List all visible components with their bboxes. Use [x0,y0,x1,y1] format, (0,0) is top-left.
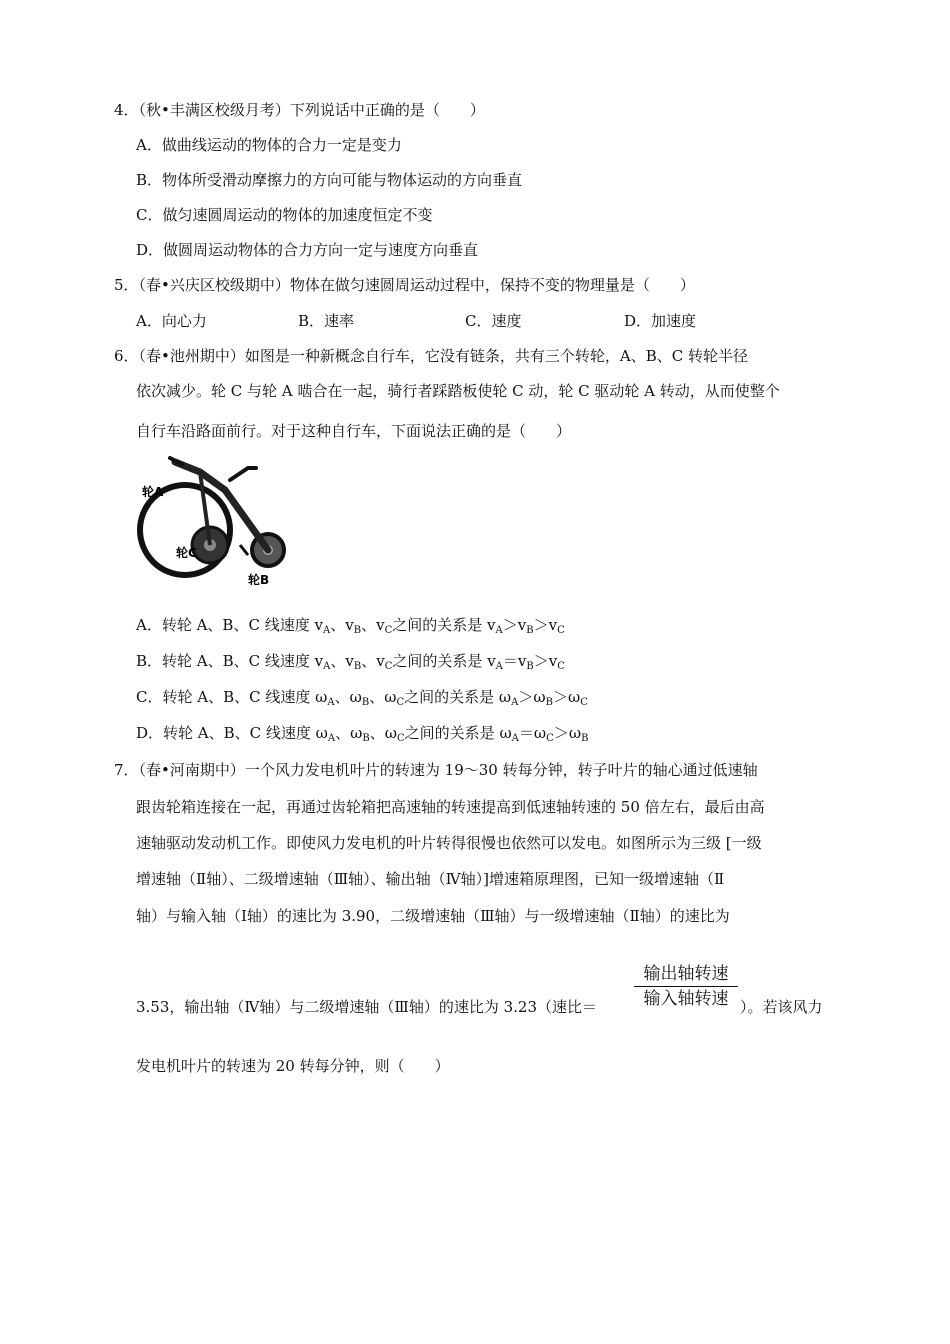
q6-option-d: D．转轮 A、B、C 线速度 $\omega_A$、$\omega_B$、$\omega_C$之间的关系是 $\omega_A=\omega_C>\omega_B$ [136,724,589,744]
q6-option-b: B．转轮 A、B、C 线速度 $v_A$、$v_B$、$v_C$之间的关系是 $v_A=v_B>v_C$ [136,652,565,672]
fraction-bar [634,986,738,987]
q5-option-c: C．速度 [465,312,522,330]
q7-line-4: 增速轴（Ⅱ轴）、二级增速轴（Ⅲ轴）、输出轴（Ⅳ轴）]增速箱原理图，已知一级增速轴（Ⅱ [136,870,725,888]
q4-option-c: C．做匀速圆周运动的物体的加速度恒定不变 [136,206,433,224]
label-wheel-c: 轮C [176,546,197,560]
q6-line-3: 自行车沿路面前行。对于这种自行车，下面说法正确的是（ ） [136,422,572,440]
fraction-denominator: 输入轴转速 [643,989,729,1009]
q4-option-b: B．物体所受滑动摩擦力的方向可能与物体运动的方向垂直 [136,171,523,189]
q7-line-5: 轴）与输入轴（Ⅰ轴）的速比为 3.90，二级增速轴（Ⅲ轴）与一级增速轴（Ⅱ轴）的速比为 [136,907,730,925]
q7-line-3: 速轴驱动发动机工作。即使风力发电机的叶片转得很慢也依然可以发电。如图所示为三级 [一级 [136,834,762,852]
q6-line-1: 6．（春•池州期中）如图是一种新概念自行车，它没有链条，共有三个转轮，A、B、C 转轮半径 [114,347,748,365]
seat [230,468,256,480]
q6-line-2: 依次减少。轮 C 与轮 A 啮合在一起，骑行者踩踏板使轮 C 动，轮 C 驱动轮 A 转动，从而使整个 [136,382,780,400]
q7-line-1: 7．（春•河南期中）一个风力发电机叶片的转速为 19～30 转每分钟，转子叶片的轴心通过低速轴 [114,761,758,779]
fraction-numerator: 输出轴转速 [643,964,729,984]
bicycle-figure [130,450,300,590]
q4-option-d: D．做圆周运动物体的合力方向一定与速度方向垂直 [136,241,479,259]
speed-ratio-fraction [634,963,738,1010]
q6-option-c: C．转轮 A、B、C 线速度 $\omega_A$、$\omega_B$、$\omega_C$之间的关系是 $\omega_A>\omega_B>\omega_C$ [136,688,588,708]
label-wheel-b: 轮B [248,573,270,587]
q5-option-a: A．向心力 [136,312,207,330]
q7-line-2: 跟齿轮箱连接在一起，再通过齿轮箱把高速轴的转速提高到低速轴转速的 50 倍左右，最后由高 [136,798,765,816]
q7-line-6-before: 3.53，输出轴（Ⅳ轴）与二级增速轴（Ⅲ轴）的速比为 3.23（速比＝ [136,998,598,1016]
q4-stem: 4．（秋•丰满区校级月考）下列说话中正确的是（ ） [114,101,485,119]
q5-option-b: B．速率 [298,312,355,330]
q7-line-6-after: ）。若该风力 [740,998,823,1016]
label-wheel-a: 轮A [142,485,164,499]
q5-option-d: D．加速度 [624,312,697,330]
q5-stem: 5．（春•兴庆区校级期中）物体在做匀速圆周运动过程中，保持不变的物理量是（ ） [114,276,695,294]
pedal [240,545,248,555]
q7-line-7: 发电机叶片的转速为 20 转每分钟，则（ ） [136,1057,450,1075]
q6-option-a: A．转轮 A、B、C 线速度 $v_A$、$v_B$、$v_C$之间的关系是 $v_A>v_B>v_C$ [136,616,565,636]
q4-option-a: A．做曲线运动的物体的合力一定是变力 [136,136,402,154]
